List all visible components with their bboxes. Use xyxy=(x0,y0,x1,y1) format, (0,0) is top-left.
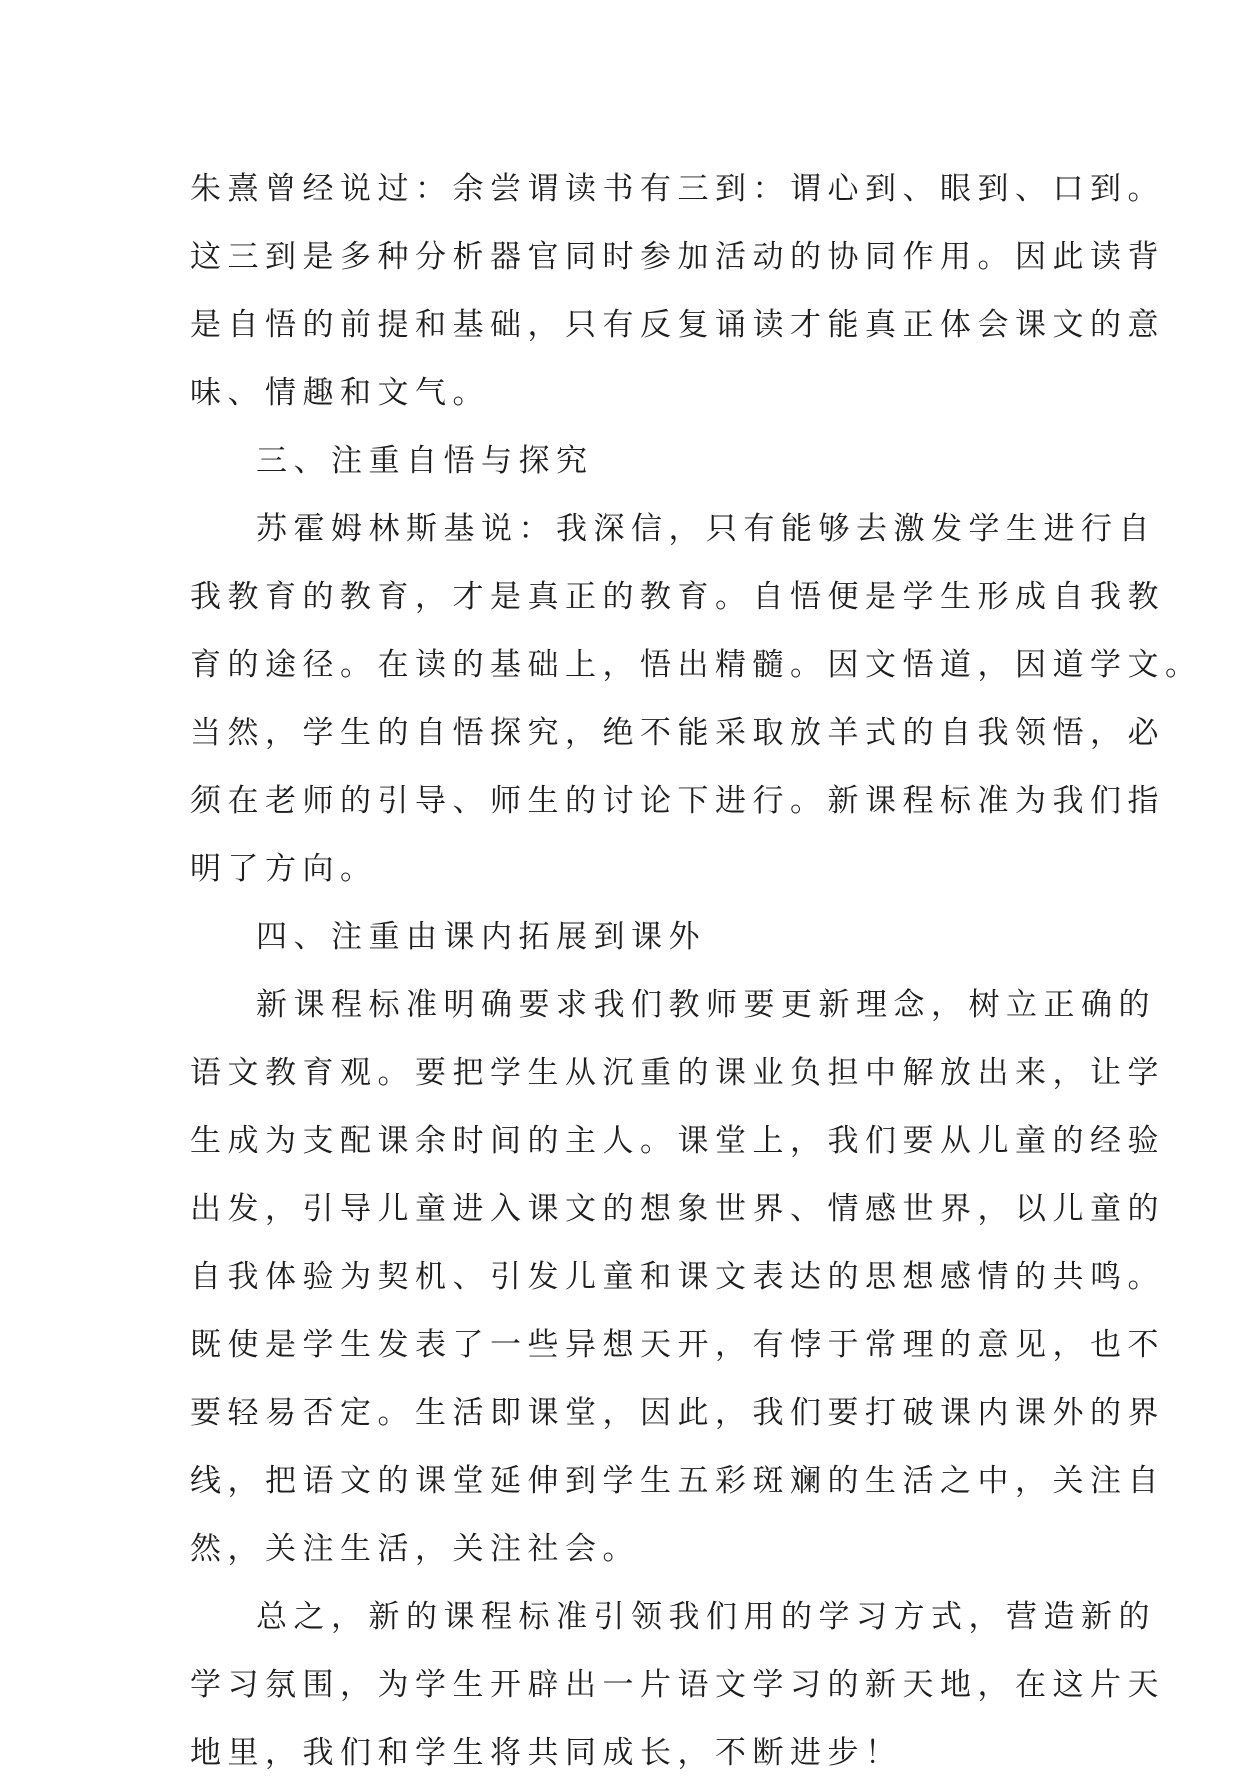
text-line: 出发，引导儿童进入课文的想象世界、情感世界，以儿童的 xyxy=(190,1191,1165,1227)
text-line: 自我体验为契机、引发儿童和课文表达的思想感情的共鸣。 xyxy=(190,1259,1165,1295)
text-line: 地里，我们和学生将共同成长，不断进步！ xyxy=(190,1735,903,1771)
text-line: 朱熹曾经说过：余尝谓读书有三到：谓心到、眼到、口到。 xyxy=(190,171,1165,207)
text-line: 育的途径。在读的基础上，悟出精髓。因文悟道，因道学文。 xyxy=(190,647,1203,683)
text-line: 这三到是多种分析器官同时参加活动的协同作用。因此读背 xyxy=(190,239,1165,275)
text-line: 苏霍姆林斯基说：我深信，只有能够去激发学生进行自 xyxy=(256,511,1156,547)
text-line: 味、情趣和文气。 xyxy=(190,375,490,411)
text-line: 学习氛围，为学生开辟出一片语文学习的新天地，在这片天 xyxy=(190,1667,1165,1703)
text-line: 我教育的教育，才是真正的教育。自悟便是学生形成自我教 xyxy=(190,579,1165,615)
text-line: 是自悟的前提和基础，只有反复诵读才能真正体会课文的意 xyxy=(190,307,1165,343)
text-line: 语文教育观。要把学生从沉重的课业负担中解放出来，让学 xyxy=(190,1055,1165,1091)
section-heading: 四、注重由课内拓展到课外 xyxy=(256,919,706,955)
text-line: 须在老师的引导、师生的讨论下进行。新课程标准为我们指 xyxy=(190,783,1165,819)
text-line: 当然，学生的自悟探究，绝不能采取放羊式的自我领悟，必 xyxy=(190,715,1165,751)
text-line: 生成为支配课余时间的主人。课堂上，我们要从儿童的经验 xyxy=(190,1123,1165,1159)
text-line: 线，把语文的课堂延伸到学生五彩斑斓的生活之中，关注自 xyxy=(190,1463,1165,1499)
text-line: 总之，新的课程标准引领我们用的学习方式，营造新的 xyxy=(256,1599,1156,1635)
document-body xyxy=(190,155,1203,1787)
text-line: 然，关注生活，关注社会。 xyxy=(190,1531,640,1567)
text-line: 明了方向。 xyxy=(190,851,378,887)
text-line: 要轻易否定。生活即课堂，因此，我们要打破课内课外的界 xyxy=(190,1395,1165,1431)
text-line: 新课程标准明确要求我们教师要更新理念，树立正确的 xyxy=(256,987,1156,1023)
section-heading: 三、注重自悟与探究 xyxy=(256,443,594,479)
text-line: 既使是学生发表了一些异想天开，有悖于常理的意见，也不 xyxy=(190,1327,1165,1363)
